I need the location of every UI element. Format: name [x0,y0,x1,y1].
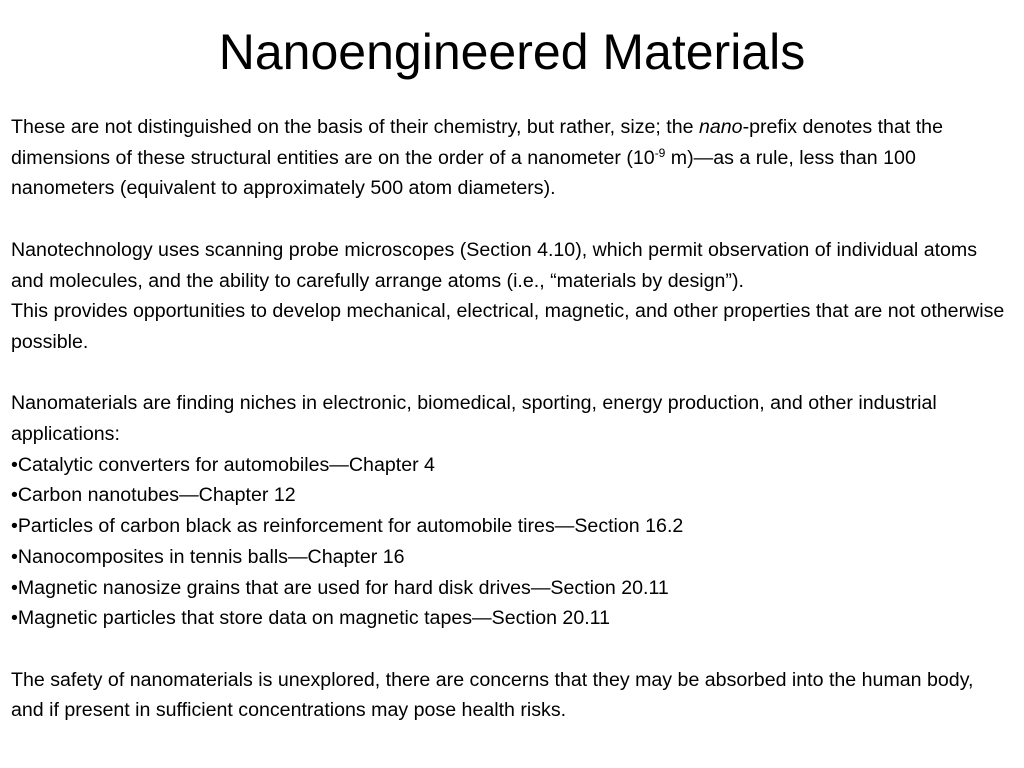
list-item: •Nanocomposites in tennis balls—Chapter 16 [11,545,405,568]
spacer [11,634,1011,665]
exponent-superscript: -9 [654,145,666,160]
paragraph-definition-text-3: m)—as a rule, less than 100 nanometers (equivalent to approximately 500 atom diameters). [11,146,916,200]
paragraph-safety: The safety of nanomaterials is unexplored, there are concerns that they may be absorbed into the human body, and if present in sufficient concentrations may pose health risks. [11,668,974,722]
paragraph-definition [11,112,1011,204]
list-item: •Catalytic converters for automobiles—Chapter 4 [11,453,435,476]
list-item: •Magnetic particles that store data on magnetic tapes—Section 20.11 [11,607,611,630]
paragraph-nanotechnology: Nanotechnology uses scanning probe microscopes (Section 4.10), which permit observation of individual atoms and molecules, and the ability to carefully arrange atoms (i.e., “materials by design”). [11,238,978,292]
spacer [11,204,1011,235]
paragraph-applications: Nanomaterials are finding niches in electronic, biomedical, sporting, energy production, and other industrial applications: [11,392,937,445]
paragraph-definition-text-2: -prefix denotes that the dimensions of these structural entities are on the order of a nanometer (10 [11,116,943,169]
paragraph-opportunities: This provides opportunities to develop mechanical, electrical, magnetic, and other properties that are not otherwise possible. [11,300,1005,353]
list-item: •Carbon nanotubes—Chapter 12 [11,484,296,507]
spacer [11,358,1011,389]
list-item: •Particles of carbon black as reinforcement for automobile tires—Section 16.2 [11,515,684,538]
applications-list [11,450,1011,634]
list-item: •Magnetic nanosize grains that are used for hard disk drives—Section 20.11 [11,576,669,599]
slide-body [11,112,1011,726]
slide-title: Nanoengineered Materials [218,24,806,80]
paragraph-definition-text-1: These are not distinguished on the basis of their chemistry, but rather, size; the [11,116,699,138]
nano-italic-term: nano [698,116,743,138]
